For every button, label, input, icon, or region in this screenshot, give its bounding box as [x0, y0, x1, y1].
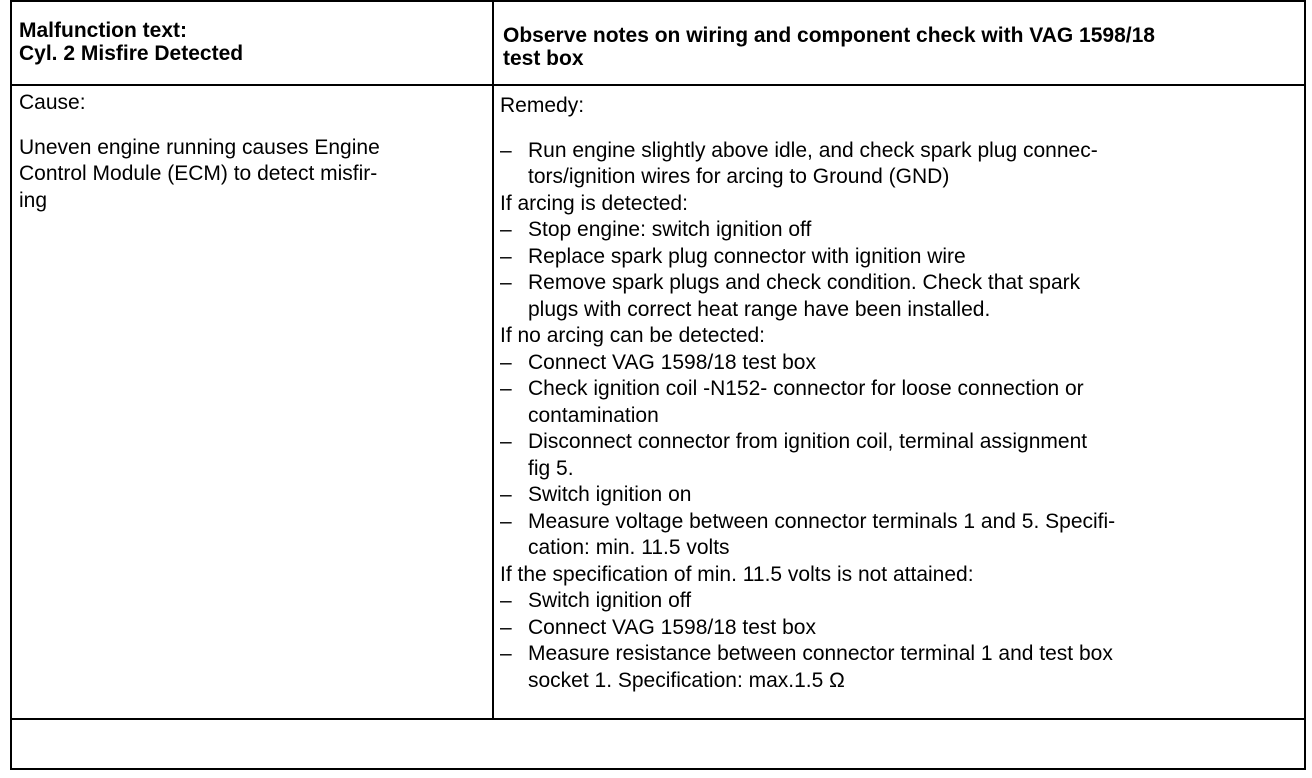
remedy-step-text: Remove spark plugs and check condition. Check that spark: [528, 271, 1081, 294]
malfunction-text-label: Malfunction text:: [19, 19, 187, 42]
remedy-step-text: Connect VAG 1598/18 test box: [528, 350, 816, 374]
remedy-step-text: Disconnect connector from ignition coil, terminal assignment: [528, 430, 1088, 453]
cause-text-line: ing: [19, 188, 48, 212]
remedy-steps: [500, 138, 1115, 695]
remedy-step: [500, 217, 1115, 244]
remedy-step-text: Stop engine: switch ignition off: [528, 218, 812, 241]
cause-text-line: Uneven engine running causes Engine: [19, 135, 380, 159]
observe-notes-line2: test box: [503, 47, 584, 70]
dash-bullet: –: [500, 483, 512, 506]
remedy-step: [500, 429, 1115, 456]
dash-bullet: –: [500, 271, 512, 294]
remedy-label: Remedy:: [500, 94, 585, 117]
cause-text-line: Control Module (ECM) to detect misfir-: [19, 162, 378, 185]
observe-notes-header: [503, 24, 1155, 70]
remedy-step-text: Run engine slightly above idle, and check spark plug connec-: [528, 138, 1098, 162]
remedy-step-text: Measure voltage between connector terminals 1 and 5. Specifi-: [528, 509, 1116, 533]
column-divider: [492, 0, 494, 719]
remedy-step-text: Connect VAG 1598/18 test box: [528, 615, 816, 639]
remedy-step-continuation: contamination: [528, 403, 659, 427]
remedy-condition: If the specification of min. 11.5 volts is not attained:: [500, 562, 974, 586]
remedy-step-text: Check ignition coil -N152- connector for loose connection or: [528, 377, 1084, 400]
remedy-step: [500, 482, 1115, 509]
remedy-step-continuation: cation: min. 11.5 volts: [528, 536, 730, 559]
remedy-step: [500, 350, 1115, 377]
dash-bullet: –: [500, 218, 512, 241]
header-divider: [10, 84, 1306, 86]
dash-bullet: –: [500, 377, 512, 400]
remedy-step: [500, 588, 1115, 615]
remedy-step: [500, 244, 1115, 271]
remedy-condition: If no arcing can be detected:: [500, 324, 766, 347]
dash-bullet: –: [500, 350, 512, 374]
remedy-step-text: Replace spark plug connector with ignition wire: [528, 244, 966, 268]
footer-divider: [10, 718, 1306, 720]
remedy-step-continuation: socket 1. Specification: max.1.5 Ω: [528, 668, 845, 692]
cause-cell: [19, 90, 380, 214]
cause-label: Cause:: [19, 91, 86, 114]
dash-bullet: –: [500, 615, 512, 639]
dash-bullet: –: [500, 642, 512, 665]
dash-bullet: –: [500, 138, 512, 162]
dash-bullet: –: [500, 430, 512, 453]
remedy-step-text: Measure resistance between connector terminal 1 and test box: [528, 642, 1113, 665]
remedy-step-continuation: tors/ignition wires for arcing to Ground (GND): [528, 165, 950, 188]
remedy-step-text: Switch ignition off: [528, 589, 692, 612]
remedy-cell: [500, 93, 1115, 694]
remedy-step: [500, 641, 1115, 668]
dash-bullet: –: [500, 589, 512, 612]
remedy-step-continuation: plugs with correct heat range have been installed.: [528, 297, 991, 321]
remedy-step-continuation: fig 5.: [528, 456, 574, 480]
remedy-step: [500, 509, 1115, 536]
remedy-step-text: Switch ignition on: [528, 483, 692, 506]
remedy-step: [500, 138, 1115, 165]
remedy-step: [500, 270, 1115, 297]
malfunction-text-header: [19, 19, 243, 65]
remedy-condition: If arcing is detected:: [500, 191, 688, 215]
remedy-step: [500, 376, 1115, 403]
malfunction-text-value: Cyl. 2 Misfire Detected: [19, 42, 244, 65]
observe-notes-line1: Observe notes on wiring and component check with VAG 1598/18: [503, 24, 1155, 47]
dash-bullet: –: [500, 509, 512, 533]
remedy-step: [500, 615, 1115, 642]
dash-bullet: –: [500, 244, 512, 268]
